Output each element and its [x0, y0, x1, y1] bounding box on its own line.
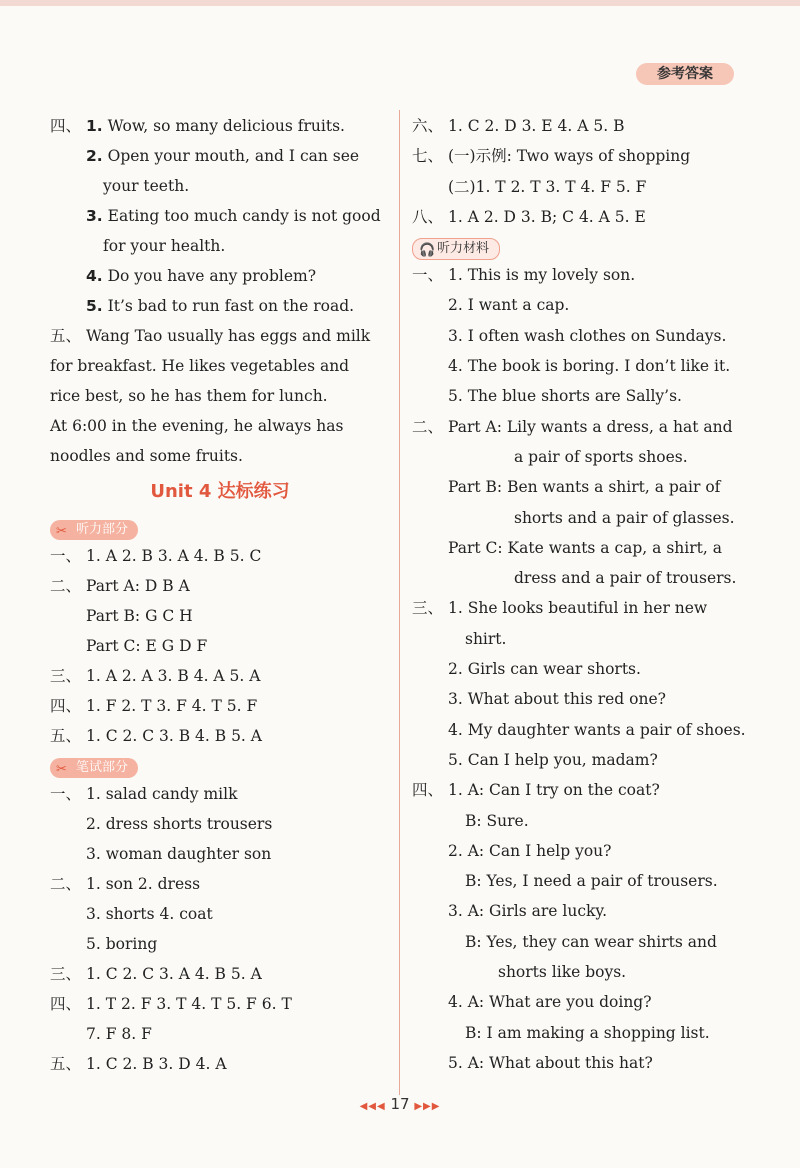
- answer-line: [412, 957, 752, 987]
- answer-text: (一)示例: Two ways of shopping: [448, 147, 691, 166]
- answer-text: Part B: G C H: [86, 607, 193, 625]
- answer-text: 1. A 2. D 3. B; C 4. A 5. E: [448, 207, 646, 226]
- answer-line: [50, 231, 390, 261]
- answer-line: [50, 691, 390, 721]
- answer-text: (二)1. T 2. T 3. T 4. F 5. F: [448, 177, 647, 196]
- answer-line: [412, 503, 752, 533]
- answer-line: [50, 201, 390, 231]
- column-divider: [399, 110, 400, 1095]
- next-arrows-icon: ▶▶▶: [414, 1101, 441, 1112]
- answer-line: [50, 1049, 390, 1079]
- answer-line: [412, 775, 752, 805]
- answer-line: [412, 927, 752, 957]
- answer-line: [50, 411, 390, 441]
- page-number: 17: [390, 1095, 410, 1113]
- answer-line: [50, 141, 390, 171]
- answer-text: 1. A 2. B 3. A 4. B 5. C: [86, 547, 262, 565]
- answer-line: [412, 290, 752, 320]
- answer-text: 3. What about this red one?: [448, 690, 666, 709]
- answer-line: [412, 806, 752, 836]
- answer-line: [412, 472, 752, 502]
- answer-key-tab: 参考答案: [636, 63, 734, 85]
- answer-text: 1. She looks beautiful in her new: [448, 599, 708, 618]
- written-section-tag: [50, 758, 138, 778]
- answer-text: 5. A: What about this hat?: [448, 1053, 653, 1072]
- answer-line: [412, 111, 752, 141]
- answer-line: [412, 593, 752, 623]
- answer-text: B: Sure.: [465, 811, 529, 830]
- answer-line: [412, 624, 752, 654]
- answer-line: [412, 896, 752, 926]
- answer-text: Part C: Kate wants a cap, a shirt, a: [448, 538, 722, 557]
- answer-text: 1. This is my lovely son.: [448, 266, 636, 285]
- answer-line: [412, 533, 752, 563]
- answer-text: It’s bad to run fast on the road.: [107, 297, 355, 315]
- tag-label: 听力部分: [76, 522, 129, 537]
- answer-line: [50, 601, 390, 631]
- answer-text: Part A: D B A: [86, 577, 190, 595]
- question-label: 七、: [412, 147, 444, 166]
- answer-text: 2. A: Can I help you?: [448, 841, 612, 860]
- answer-line: [412, 412, 752, 442]
- question-label: 五、: [50, 1055, 82, 1073]
- answer-text: 2. Girls can wear shorts.: [448, 660, 641, 679]
- answer-text: B: I am making a shopping list.: [465, 1023, 710, 1042]
- answer-text: for your health.: [103, 237, 226, 255]
- answer-text: 5. boring: [86, 935, 158, 953]
- answer-text: for breakfast. He likes vegetables and: [50, 357, 350, 375]
- answer-text: 1. C 2. C 3. B 4. B 5. A: [86, 727, 262, 745]
- answer-line: [412, 1018, 752, 1048]
- answer-text: noodles and some fruits.: [50, 447, 243, 465]
- answer-text: 1. son 2. dress: [86, 875, 201, 893]
- answer-text: 1. salad candy milk: [86, 785, 238, 803]
- answer-text: B: Yes, I need a pair of trousers.: [465, 872, 718, 891]
- answer-line: [50, 959, 390, 989]
- answer-text: Wang Tao usually has eggs and milk: [86, 327, 371, 345]
- answer-line: [412, 987, 752, 1017]
- answer-text: 3. I often wash clothes on Sundays.: [448, 326, 727, 345]
- answer-line: [50, 261, 390, 291]
- answer-line: [412, 563, 752, 593]
- answer-text: Part C: E G D F: [86, 637, 208, 655]
- answer-line: [50, 541, 390, 571]
- top-border: [0, 0, 800, 6]
- answer-line: [50, 111, 390, 141]
- answer-text: 3. A: Girls are lucky.: [448, 902, 608, 921]
- answer-text: 2. dress shorts trousers: [86, 815, 273, 833]
- answer-text: shorts and a pair of glasses.: [514, 508, 735, 527]
- answer-text: your teeth.: [103, 177, 190, 195]
- question-label: 五、: [50, 327, 82, 345]
- answer-line: [50, 351, 390, 381]
- question-label: 二、: [50, 875, 82, 893]
- answer-line: [412, 1048, 752, 1078]
- answer-line: [50, 631, 390, 661]
- question-label: 一、: [412, 266, 444, 285]
- answer-text: 1. C 2. D 3. E 4. A 5. B: [448, 117, 625, 135]
- answer-line: [50, 1019, 390, 1049]
- answer-text: Part A: Lily wants a dress, a hat and: [448, 417, 733, 436]
- answer-text: 1. T 2. F 3. T 4. T 5. F 6. T: [86, 995, 292, 1013]
- answer-line: [412, 654, 752, 684]
- answer-text: dress and a pair of trousers.: [514, 569, 737, 588]
- answer-line: [50, 441, 390, 471]
- question-label: 四、: [412, 781, 444, 800]
- answer-text: 1. C 2. C 3. A 4. B 5. A: [86, 965, 262, 983]
- question-label: 八、: [412, 207, 444, 226]
- answer-line: [50, 171, 390, 201]
- item-number: 1.: [86, 117, 103, 135]
- answer-text: At 6:00 in the evening, he always has: [50, 417, 344, 435]
- answer-text: 3. shorts 4. coat: [86, 905, 213, 923]
- answer-line: [412, 141, 752, 171]
- answer-text: rice best, so he has them for lunch.: [50, 387, 328, 405]
- left-column: [50, 111, 390, 1079]
- scissors-icon: ✂: [56, 524, 67, 539]
- answer-line: [412, 260, 752, 290]
- answer-text: a pair of sports shoes.: [514, 447, 688, 466]
- item-number: 2.: [86, 147, 103, 165]
- answer-text: B: Yes, they can wear shirts and: [465, 932, 717, 951]
- question-label: 三、: [50, 667, 82, 685]
- answer-text: 7. F 8. F: [86, 1025, 152, 1043]
- question-label: 四、: [50, 995, 82, 1013]
- question-label: 四、: [50, 697, 82, 715]
- answer-line: [50, 929, 390, 959]
- answer-text: 4. My daughter wants a pair of shoes.: [448, 720, 746, 739]
- answer-line: [50, 989, 390, 1019]
- answer-line: [412, 442, 752, 472]
- answer-line: [50, 571, 390, 601]
- answer-line: [412, 351, 752, 381]
- answer-text: 1. A: Can I try on the coat?: [448, 781, 660, 800]
- answer-text: Part B: Ben wants a shirt, a pair of: [448, 478, 721, 497]
- item-number: 5.: [86, 297, 103, 315]
- answer-text: 4. The book is boring. I don’t like it.: [448, 357, 731, 376]
- question-label: 二、: [50, 577, 82, 595]
- answer-text: shorts like boys.: [498, 963, 627, 982]
- answer-line: [412, 172, 752, 202]
- question-label: 五、: [50, 727, 82, 745]
- answer-text: 1. A 2. A 3. B 4. A 5. A: [86, 667, 261, 685]
- answer-line: [50, 291, 390, 321]
- section-tag-row: [50, 751, 390, 779]
- question-label: 三、: [50, 965, 82, 983]
- answer-line: [50, 869, 390, 899]
- scissors-icon: ✂: [56, 762, 67, 777]
- question-label: 二、: [412, 417, 444, 436]
- answer-line: [412, 202, 752, 232]
- unit-title: Unit 4 达标练习: [150, 481, 290, 502]
- answer-text: 1. C 2. B 3. D 4. A: [86, 1055, 227, 1073]
- answer-text: Open your mouth, and I can see: [107, 147, 360, 165]
- prev-arrows-icon: ◀◀◀: [359, 1101, 386, 1112]
- listening-section-tag: [50, 520, 138, 540]
- answer-text: 2. I want a cap.: [448, 296, 570, 315]
- answer-text: shirt.: [465, 629, 507, 648]
- answer-text: Eating too much candy is not good: [107, 207, 381, 225]
- section-tag-row: [50, 513, 390, 541]
- headphones-icon: 🎧: [419, 243, 436, 259]
- answer-text: 5. Can I help you, madam?: [448, 750, 658, 769]
- answer-line: [412, 684, 752, 714]
- page-footer: [0, 1095, 800, 1113]
- answer-text: Do you have any problem?: [107, 267, 317, 285]
- answer-line: [50, 381, 390, 411]
- answer-line: [50, 839, 390, 869]
- question-label: 六、: [412, 117, 444, 135]
- tag-label: 听力材料: [437, 241, 490, 257]
- answer-line: [50, 321, 390, 351]
- answer-line: [50, 721, 390, 751]
- item-number: 4.: [86, 267, 103, 285]
- question-label: 一、: [50, 785, 82, 803]
- answer-line: [50, 779, 390, 809]
- question-label: 四、: [50, 117, 82, 135]
- answer-line: [412, 321, 752, 351]
- question-label: 一、: [50, 547, 82, 565]
- answer-text: 5. The blue shorts are Sally’s.: [448, 387, 682, 406]
- item-number: 3.: [86, 207, 103, 225]
- question-label: 三、: [412, 599, 444, 618]
- answer-line: [412, 745, 752, 775]
- answer-text: Wow, so many delicious fruits.: [107, 117, 345, 135]
- answer-text: 1. F 2. T 3. F 4. T 5. F: [86, 697, 258, 715]
- answer-line: [412, 715, 752, 745]
- answer-line: [412, 381, 752, 411]
- section-tag-row: [412, 232, 752, 260]
- right-column: [412, 111, 752, 1078]
- answer-text: 4. A: What are you doing?: [448, 993, 652, 1012]
- answer-line: [50, 809, 390, 839]
- answer-line: [50, 661, 390, 691]
- listening-script-tag: [412, 238, 500, 260]
- answer-line: [412, 866, 752, 896]
- tag-label: 笔试部分: [76, 760, 129, 775]
- answer-line: [412, 836, 752, 866]
- answer-line: [50, 899, 390, 929]
- answer-text: 3. woman daughter son: [86, 845, 272, 863]
